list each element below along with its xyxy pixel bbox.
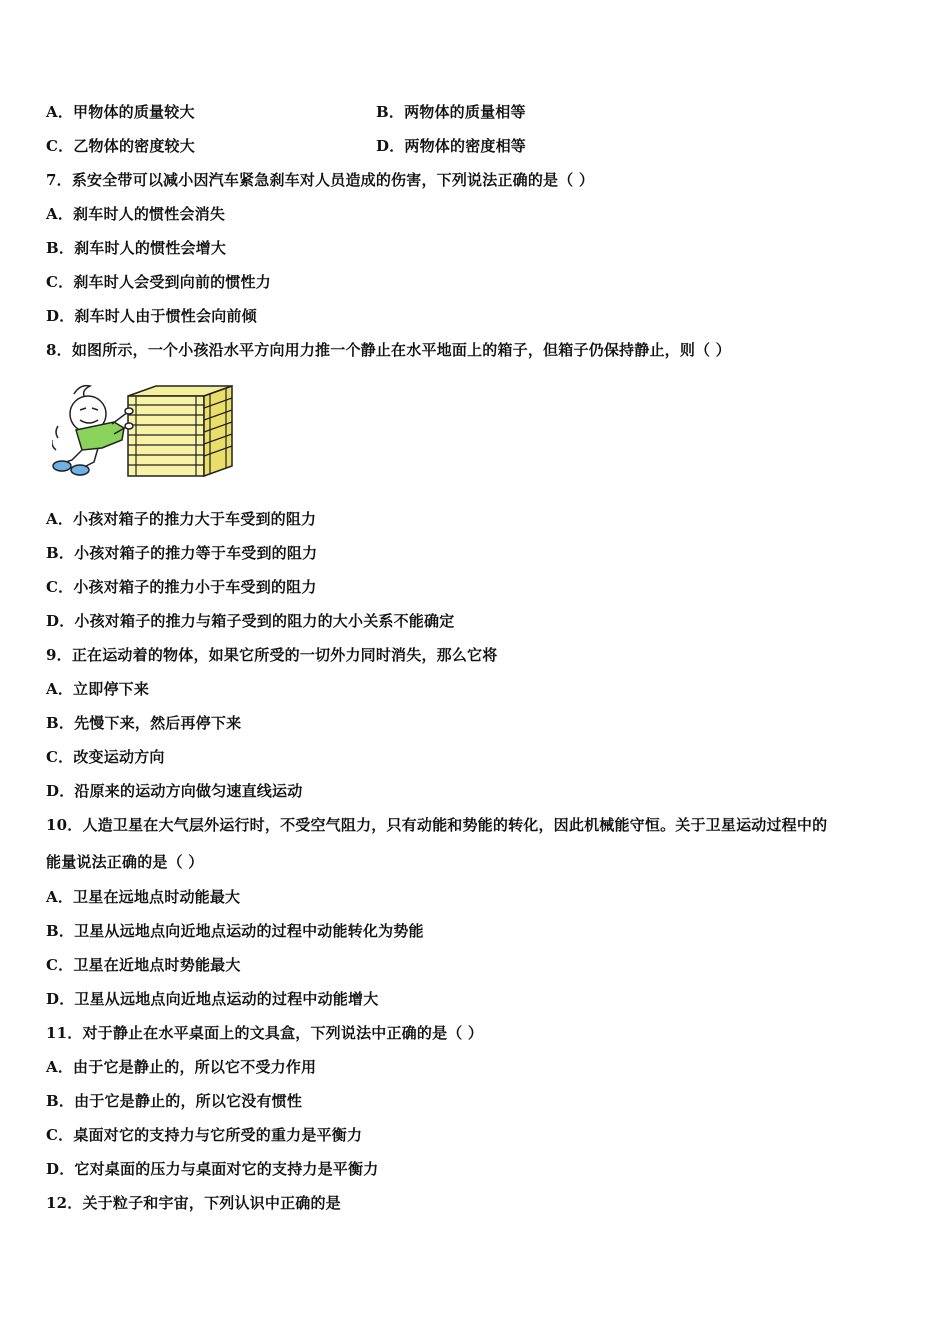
q9-option-a: A．立即停下来 xyxy=(46,680,150,698)
q10-option-c: C．卫星在近地点时势能最大 xyxy=(46,956,241,974)
q8-option-b: B．小孩对箱子的推力等于车受到的阻力 xyxy=(46,544,318,562)
q11-option-a: A．由于它是静止的，所以它不受力作用 xyxy=(46,1058,317,1076)
q7-option-b: B．刹车时人的惯性会增大 xyxy=(46,239,227,257)
q8-option-d: D．小孩对箱子的推力与箱子受到的阻力的大小关系不能确定 xyxy=(46,612,455,630)
q9-option-b: B．先慢下来，然后再停下来 xyxy=(46,714,242,732)
prev-option-b: B．两物体的质量相等 xyxy=(376,103,526,121)
prev-option-c: C．乙物体的密度较大 xyxy=(46,137,195,155)
prev-option-d: D．两物体的密度相等 xyxy=(376,137,527,155)
child-figure xyxy=(52,386,133,475)
child-pushing-box-illustration xyxy=(52,378,238,480)
wooden-box xyxy=(128,386,232,476)
q10-stem-line2: 能量说法正确的是（ ） xyxy=(46,853,204,871)
q11-stem: 11．对于静止在水平桌面上的文具盒，下列说法中正确的是（ ） xyxy=(46,1024,484,1042)
q8-stem: 8．如图所示，一个小孩沿水平方向用力推一个静止在水平地面上的箱子，但箱子仍保持静止，则（ ） xyxy=(46,341,731,359)
q9-option-d: D．沿原来的运动方向做匀速直线运动 xyxy=(46,782,303,800)
q7-stem: 7．系安全带可以减小因汽车紧急刹车对人员造成的伤害，下列说法正确的是（ ） xyxy=(46,171,595,189)
q10-option-b: B．卫星从远地点向近地点运动的过程中动能转化为势能 xyxy=(46,922,424,940)
q8-option-a: A．小孩对箱子的推力大于车受到的阻力 xyxy=(46,510,317,528)
q9-stem: 9．正在运动着的物体，如果它所受的一切外力同时消失，那么它将 xyxy=(46,646,498,664)
q10-option-d: D．卫星从远地点向近地点运动的过程中动能增大 xyxy=(46,990,379,1008)
q12-stem: 12．关于粒子和宇宙，下列认识中正确的是 xyxy=(46,1194,341,1212)
q10-option-a: A．卫星在远地点时动能最大 xyxy=(46,888,241,906)
q7-option-d: D．刹车时人由于惯性会向前倾 xyxy=(46,307,257,325)
q11-option-c: C．桌面对它的支持力与它所受的重力是平衡力 xyxy=(46,1126,363,1144)
prev-option-a: A．甲物体的质量较大 xyxy=(46,103,195,121)
q10-stem-line1: 10．人造卫星在大气层外运行时，不受空气阻力，只有动能和势能的转化，因此机械能守恒。关于卫星运动过程中的 xyxy=(46,816,828,834)
q9-option-c: C．改变运动方向 xyxy=(46,748,165,766)
q11-option-d: D．它对桌面的压力与桌面对它的支持力是平衡力 xyxy=(46,1160,379,1178)
q11-option-b: B．由于它是静止的，所以它没有惯性 xyxy=(46,1092,303,1110)
q7-option-c: C．刹车时人会受到向前的惯性力 xyxy=(46,273,271,291)
q7-option-a: A．刹车时人的惯性会消失 xyxy=(46,205,226,223)
q8-option-c: C．小孩对箱子的推力小于车受到的阻力 xyxy=(46,578,317,596)
